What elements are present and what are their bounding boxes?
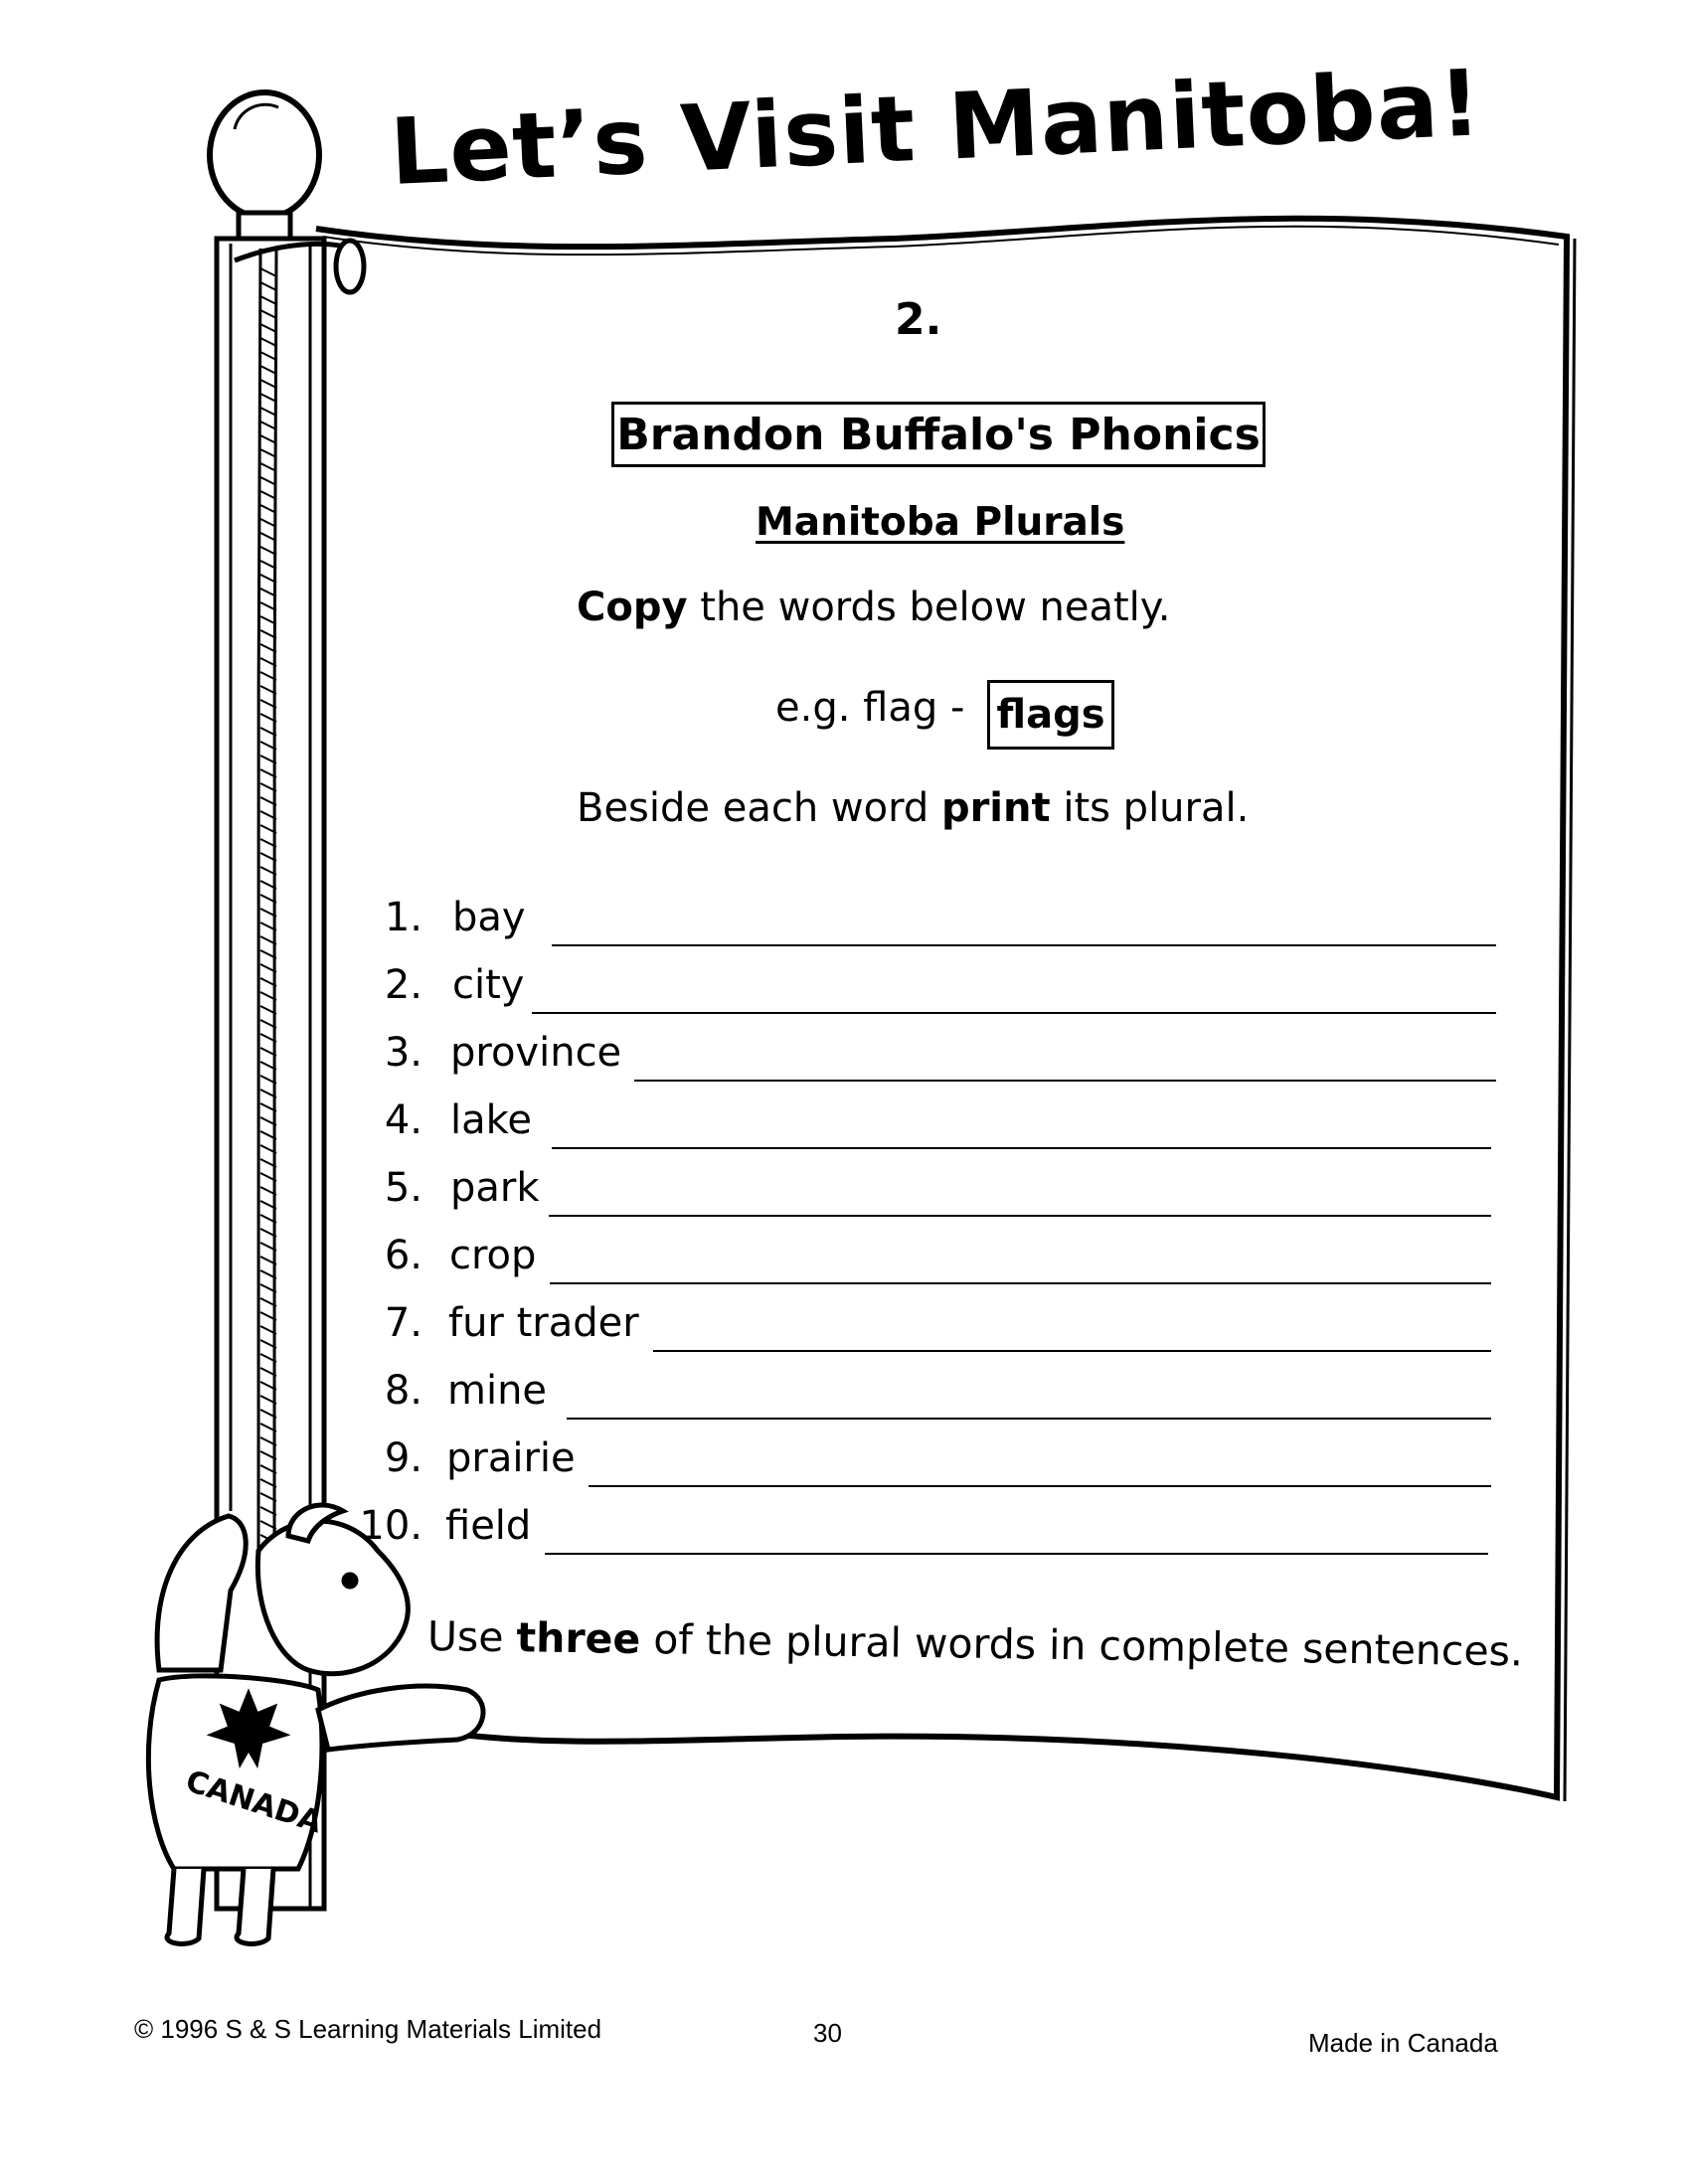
answer-line[interactable] — [532, 1012, 1496, 1014]
item-number: 1. — [384, 895, 422, 940]
item-number: 3. — [384, 1030, 422, 1076]
item-number: 5. — [384, 1165, 422, 1211]
instruction-copy — [577, 585, 1170, 630]
item-word: lake — [450, 1097, 532, 1143]
item-word: mine — [447, 1368, 548, 1414]
activity-heading: Brandon Buffalo's Phonics — [611, 402, 1266, 467]
item-word: field — [445, 1503, 532, 1549]
item-number: 10. — [359, 1503, 422, 1549]
activity-subheading: Manitoba Plurals — [756, 500, 1125, 545]
answer-line[interactable] — [545, 1553, 1488, 1555]
answer-line[interactable] — [589, 1485, 1491, 1487]
item-number: 4. — [384, 1097, 422, 1143]
example-prefix: e.g. flag - — [775, 685, 965, 731]
answer-line[interactable] — [550, 1282, 1491, 1284]
answer-line[interactable] — [653, 1350, 1491, 1352]
footer-made-in: Made in Canada — [1308, 2028, 1498, 2058]
instruction-print — [577, 785, 1249, 831]
footer-page-number: 30 — [813, 2018, 842, 2048]
item-number: 8. — [384, 1368, 422, 1414]
answer-line[interactable] — [549, 1215, 1491, 1217]
item-word: crop — [449, 1233, 537, 1278]
answer-line[interactable] — [567, 1418, 1491, 1420]
item-word: bay — [452, 895, 526, 940]
buffalo-shirt-text: CANADA — [181, 1764, 327, 1841]
instruction-copy-bold: Copy — [577, 585, 688, 630]
instruction-print-post: its plural. — [1050, 785, 1250, 831]
item-word: fur trader — [448, 1300, 639, 1346]
closing-pre: Use — [426, 1612, 517, 1662]
footer-copyright: © 1996 S & S Learning Materials Limited — [134, 2014, 602, 2044]
page-title: Let’s Visit Manitoba! — [388, 50, 1484, 206]
item-word: park — [450, 1165, 540, 1211]
closing-post: of the plural words in complete sentences. — [639, 1614, 1524, 1676]
item-number: 7. — [384, 1300, 422, 1346]
closing-bold: three — [516, 1613, 641, 1663]
item-word: prairie — [446, 1435, 576, 1481]
item-number: 6. — [384, 1233, 422, 1278]
answer-line[interactable] — [634, 1080, 1496, 1082]
item-number: 2. — [384, 962, 422, 1008]
answer-line[interactable] — [552, 944, 1496, 946]
instruction-copy-rest: the words below neatly. — [687, 585, 1171, 630]
item-word: province — [450, 1030, 622, 1076]
answer-line[interactable] — [552, 1147, 1491, 1149]
activity-number: 2. — [895, 294, 942, 345]
item-number: 9. — [384, 1435, 422, 1481]
instruction-print-bold: print — [940, 785, 1051, 831]
instruction-print-pre: Beside each word — [577, 785, 941, 831]
pole-finial — [210, 92, 319, 239]
item-word: city — [452, 962, 525, 1008]
example-answer-box: flags — [987, 680, 1114, 750]
